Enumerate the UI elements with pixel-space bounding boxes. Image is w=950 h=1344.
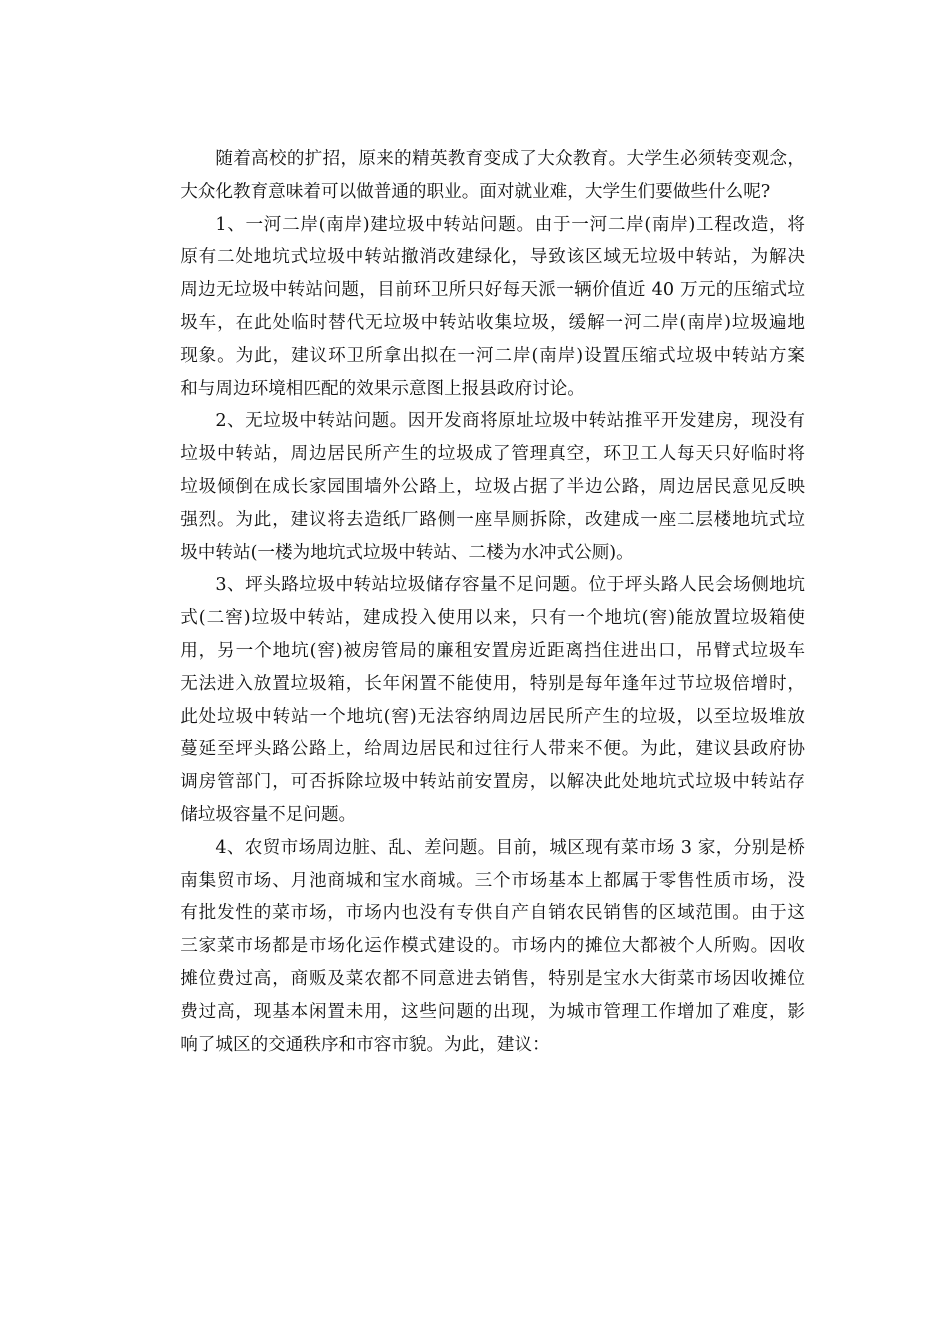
paragraph-item-2 xyxy=(145,405,805,569)
text-line: 摊位费过高，商贩及菜农都不同意进去销售，特别是宝水大街菜市场因收摊位 xyxy=(180,968,805,989)
text-line: 垃圾倾倒在成长家园围墙外公路上，垃圾占据了半边公路，周边居民意见反映 xyxy=(180,476,805,497)
text-line: 4、农贸市场周边脏、乱、差问题。目前，城区现有菜市场 3 家，分别是桥 xyxy=(215,837,805,858)
text-line: 现象。为此，建议环卫所拿出拟在一河二岸(南岸)设置压缩式垃圾中转站方案 xyxy=(180,345,805,366)
text-line: 蔓延至坪头路公路上，给周边居民和过往行人带来不便。为此，建议县政府协 xyxy=(180,739,805,760)
text-line: 1、一河二岸(南岸)建垃圾中转站问题。由于一河二岸(南岸)工程改造，将 xyxy=(215,214,805,235)
text-line: 原有二处地坑式垃圾中转站撤消改建绿化，导致该区域无垃圾中转站，为解决 xyxy=(180,247,805,268)
text-line: 费过高，现基本闲置未用，这些问题的出现，为城市管理工作增加了难度，影 xyxy=(180,1001,805,1022)
text-line: 和与周边环境相匹配的效果示意图上报县政府讨论。 xyxy=(180,378,585,399)
text-line: 式(二窖)垃圾中转站，建成投入使用以来，只有一个地坑(窖)能放置垃圾箱使 xyxy=(180,608,805,629)
text-line: 响了城区的交通秩序和市容市貌。为此，建议： xyxy=(180,1034,550,1055)
text-line: 调房管部门，可否拆除垃圾中转站前安置房，以解决此处地坑式垃圾中转站存 xyxy=(180,772,805,793)
text-line: 无法进入放置垃圾箱，长年闲置不能使用，特别是每年逢年过节垃圾倍增时， xyxy=(180,673,805,694)
text-line: 南集贸市场、月池商城和宝水商城。三个市场基本上都属于零售性质市场，没 xyxy=(180,870,805,891)
text-line: 用，另一个地坑(窖)被房管局的廉租安置房近距离挡住进出口，吊臂式垃圾车 xyxy=(180,640,805,661)
text-line: 圾车，在此处临时替代无垃圾中转站收集垃圾，缓解一河二岸(南岸)垃圾遍地 xyxy=(180,312,805,333)
text-line: 有批发性的菜市场，市场内也没有专供自产自销农民销售的区域范围。由于这 xyxy=(180,903,805,924)
text-line: 3、坪头路垃圾中转站垃圾储存容量不足问题。位于坪头路人民会场侧地坑 xyxy=(215,575,805,596)
text-line: 垃圾中转站，周边居民所产生的垃圾成了管理真空，环卫工人每天只好临时将 xyxy=(180,444,805,465)
text-line: 此处垃圾中转站一个地坑(窖)无法容纳周边居民所产生的垃圾，以至垃圾堆放 xyxy=(180,706,805,727)
text-line: 随着高校的扩招，原来的精英教育变成了大众教育。大学生必须转变观念， xyxy=(215,149,805,169)
text-line: 大众化教育意味着可以做普通的职业。面对就业难，大学生们要做些什么呢? xyxy=(180,181,771,202)
paragraph-item-4 xyxy=(145,832,805,1062)
text-line: 储垃圾容量不足问题。 xyxy=(180,804,357,825)
text-line: 周边无垃圾中转站问题，目前环卫所只好每天派一辆价值近 40 万元的压缩式垃 xyxy=(180,280,805,301)
document-body xyxy=(145,143,805,1061)
paragraph-intro xyxy=(145,143,805,209)
paragraph-item-3 xyxy=(145,569,805,831)
paragraph-item-1 xyxy=(145,209,805,406)
text-line: 2、无垃圾中转站问题。因开发商将原址垃圾中转站推平开发建房，现没有 xyxy=(215,411,805,432)
text-line: 强烈。为此，建议将去造纸厂路侧一座旱厕拆除，改建成一座二层楼地坑式垃 xyxy=(180,509,805,530)
text-line: 圾中转站(一楼为地坑式垃圾中转站、二楼为水冲式公厕)。 xyxy=(180,542,634,563)
text-line: 三家菜市场都是市场化运作模式建设的。市场内的摊位大都被个人所购。因收 xyxy=(180,936,805,957)
